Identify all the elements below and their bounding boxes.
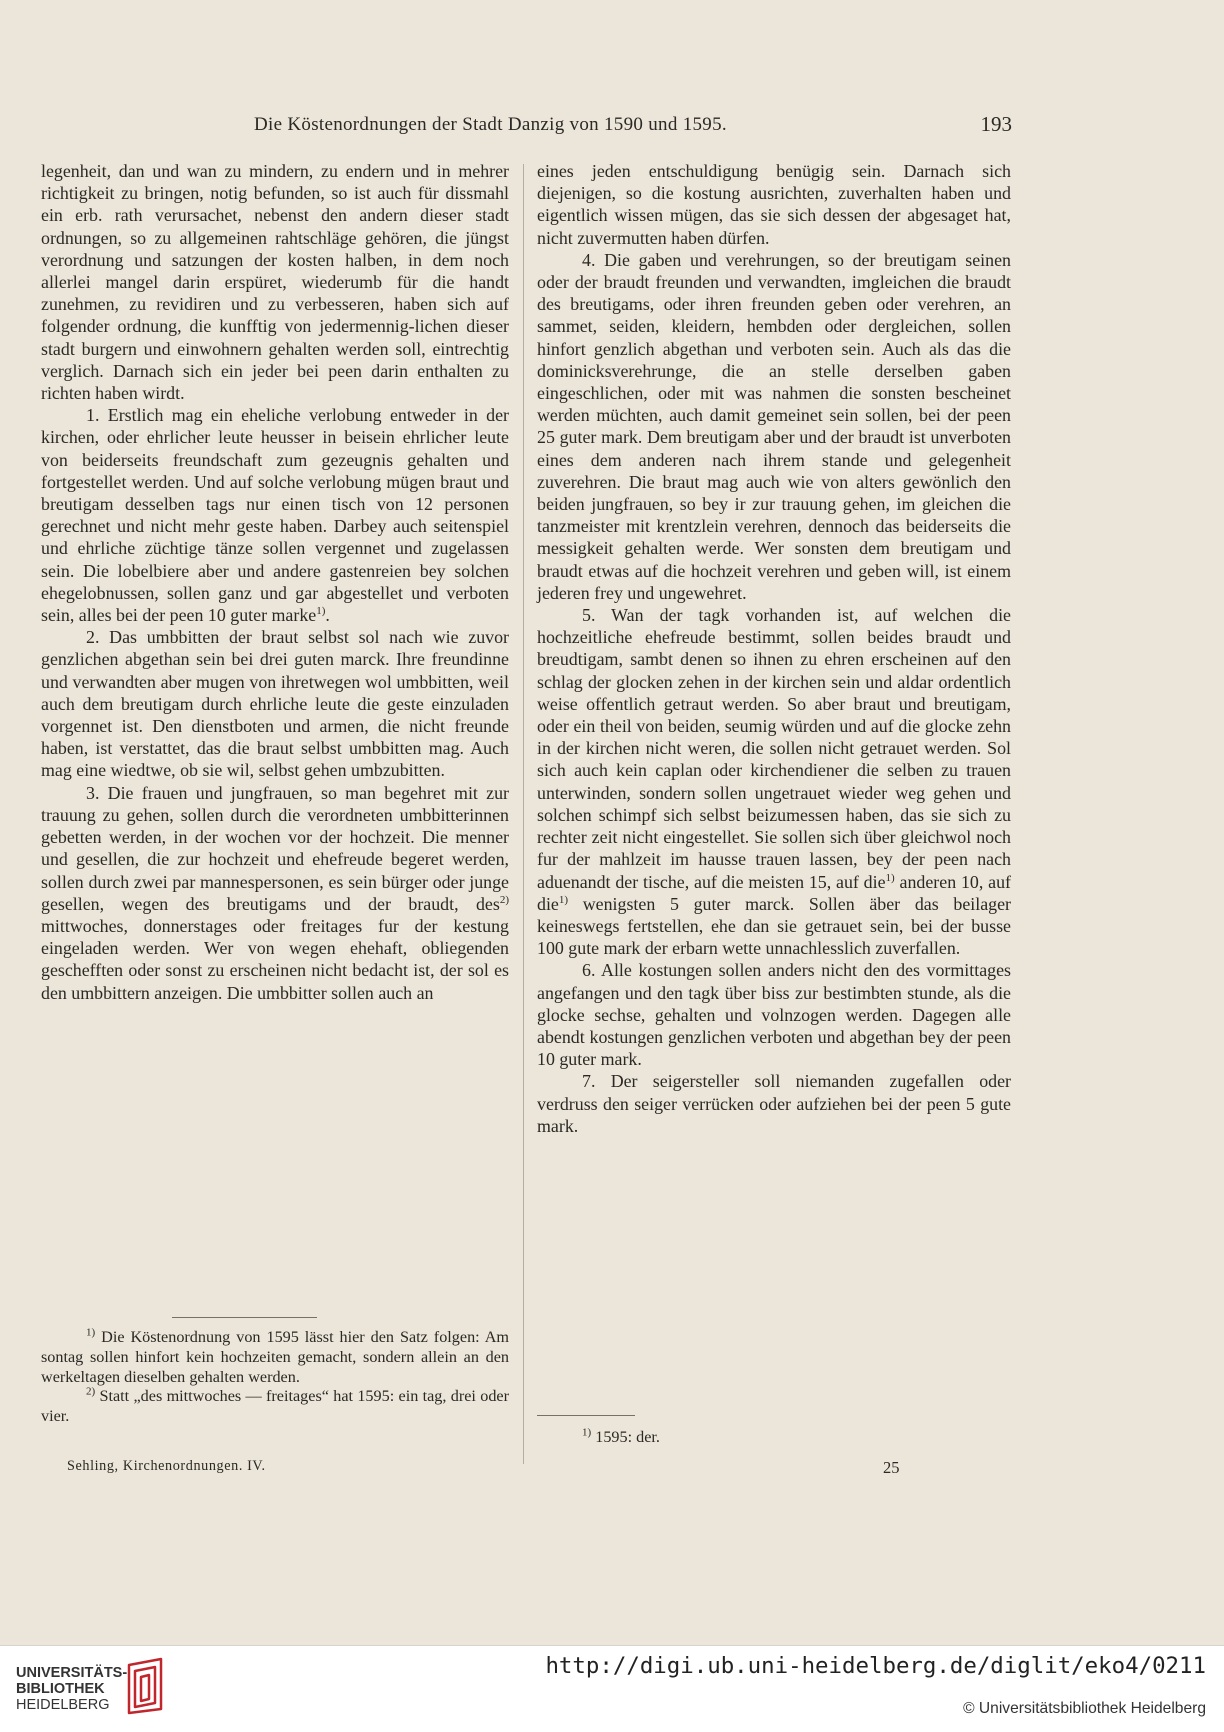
paragraph-continued: eines jeden entschuldigung benügig sein. Darnach sich diejenigen, so die kostung ausrichten, zuverhalten haben und eigentlich wissen mügen, das sie sich dessen der abgesaget hat, nicht zuvermutten haben dürfen. xyxy=(537,161,1011,248)
page-number: 193 xyxy=(980,112,1012,136)
paragraph-6: 6. Alle kostungen sollen anders nicht den des vormittages angefangen und den tagk über biss zur bestimbten stunde, als die glocke sechse, gehalten und volnzogen werden. Dagegen alle abendt kostungen genzlichen verboten und abgethan bey der peen 10 guter mark. xyxy=(537,960,1011,1070)
footnote-right-1: $^{1)}$ 1595: der. xyxy=(582,1426,660,1446)
footnote-right-1-text: 1595: der. xyxy=(595,1428,660,1446)
footnotes-right xyxy=(537,1428,1011,1448)
footnote-marker: 1) xyxy=(885,871,895,884)
paragraph-3-text-a: 3. Die frauen und jungfrauen, so man begehret mit zur trauung zu gehen, sollen durch die verordneten umbbitterinnen gebetten werden, in der wochen vor der hochzeit. Die menner und gesellen, die zur hochzeit und ehefreude begeret werden, sollen durch zwei par mannespersonen, es sein bürger oder junge gesellen, wegen des breutigams und der braudt, des xyxy=(41,782,509,914)
library-logo-text[interactable] xyxy=(16,1665,127,1713)
left-column xyxy=(41,160,509,1004)
running-head xyxy=(60,114,1012,144)
paragraph-4: 4. Die gaben und verehrungen, so der breutigam seinen oder der braudt freunden und verwandten, imgleichen die braudt des breutigams, oder ihren freunden geben oder verehren, an sammet, seiden, kleidern, hembden oder dergleichen, sollen hinfort genzlich abgethan und verboten sein. Auch als das die dominicksverehrunge, die an stelle derselben gaben eingeschlichen, oder mit was nahmen die sonsten bescheinet werden müchten, auch damit gemeinet sein sollen, bei der peen 25 guter mark. Dem breutigam aber und der braudt ist unverboten eines dem anderen nach ihrem stande und gelegenheit zuverehren. Die braut mag auch wie von alters gewönlich den beiden jungfrauen, so bey ir zur trauung gehen, im gleichen die tanzmeister mit krentzlein verehren, dennoch das beiderseits die messigkeit gehalten werde. Wer sonsten dem breutigam und braudt etwas auf die hochzeit verehren und geben will, ist einem jederen frey und ungewehret. xyxy=(537,249,1011,603)
paragraph-5-text-b: anderen 10, auf die xyxy=(537,871,1011,914)
sheet-number: 25 xyxy=(883,1458,900,1477)
footnote-rule xyxy=(537,1415,635,1416)
signature-line: Sehling, Kirchenordnungen. IV. xyxy=(67,1458,266,1474)
footnotes-left xyxy=(41,1328,509,1427)
paragraph-intro: legenheit, dan und wan zu mindern, zu endern und in mehrer richtigkeit zu bringen, notig befunden, so ist auch für dissmahl ein erb. rath verursachet, nebenst den andern dieser stadt ordnungen, so zu allgemeinen rahtschläge gehören, die jüngst verordnung und satzungen der kosten halben, in dem noch allerlei mangel darin erspüret, wiederumb für die handt zunehmen, zu revidiren und zu verbesseren, haben sich auf folgender ordnung, die kunfftig von jedermennig-lichen dieser stadt burgern und einwohnern gehalten werden soll, eintrechtig verglich. Darnach sich ein jeder bei peen darin enthalten zu richten haben wirdt. xyxy=(41,161,509,404)
paragraph-3 xyxy=(41,782,509,1004)
paragraph-2: 2. Das umbbitten der braut selbst sol nach wie zuvor genzlichen abgethan sein bei drei guten marck. Ihre freundinne und verwandten aber mugen von ihretwegen wol umbbitten, weil auch dem breutigam durch ehrliche leute die geste einzuladen vorgennet ist. Den dienstboten und armen, die nicht freunde haben, ist verstattet, das die braut selbst umbbitten mag. Auch mag eine wiedtwe, ob sie wil, selbst gehen umbzubitten. xyxy=(41,627,509,781)
paragraph-1: 1. Erstlich mag ein eheliche verlobung entweder in der kirchen, oder ehrlicher leute heusser in beisein ehrlicher leute von beiderseits freundschaft zum gezeugnis gehalten und fortgestellet werden. Und auf solche verlobung mügen braut und breutigam desselben tags nur einen tisch von 12 personen gerechnet und nicht mehr geste haben. Darbey auch seitenspiel und ehrliche züchtige tänze sollen vergennet und zugelassen sein. Die lobelbiere aber und andere gastenreien bey solchen ehegelobnussen, sollen ganz und gar abgestellet und verboten sein, alles bei der peen 10 guter marke$^{1)}$. xyxy=(41,405,509,626)
library-logo-icon[interactable] xyxy=(121,1655,171,1715)
permalink-url[interactable]: http://digi.ub.uni-heidelberg.de/diglit/eko4/0211 xyxy=(545,1653,1206,1679)
paragraph-5-text-c: wenigsten 5 guter marck. Sollen äber das beilager keineswegs fertstellen, ehe dan sie getrauet sein, bei der busse 100 gute mark der erbarn wette unnachlesslich zuverfallen. xyxy=(537,893,1011,959)
paragraph-3-text-b: mittwoches, donnerstages oder freitages fur der kestung eingeladen werden. Wer von wegen ehehaft, obliegenden geschefften oder sonst zu erscheinen nicht bedacht ist, der sol es den umbbittern anzeigen. Die umbbitter sollen auch an xyxy=(41,915,509,1003)
column-divider xyxy=(523,164,524,1464)
paragraph-7: 7. Der seigersteller soll niemanden zugefallen oder verdruss den seiger verrücken oder aufziehen bei der peen 5 gute mark. xyxy=(537,1071,1011,1136)
paragraph-1-text: 1. Erstlich mag ein eheliche verlobung entweder in der kirchen, oder ehrlicher leute heusser in beisein ehrlicher leute von beiderseits freundschaft zum gezeugnis gehalten und fortgestellet werden. Und auf solche verlobung mügen braut und breutigam desselben tags nur einen tisch von 12 personen gerechnet und nicht mehr geste haben. Darbey auch seitenspiel und ehrliche züchtige tänze sollen vergennet und zugelassen sein. Die lobelbiere aber und andere gastenreien bey solchen ehegelobnussen, sollen ganz und gar abgestellet und verboten sein, alles bei der peen 10 guter marke xyxy=(41,405,509,626)
running-title: Die Köstenordnungen der Stadt Danzig von 1590 und 1595. xyxy=(254,114,727,135)
footnote-2-text: Statt „des mittwoches — freitages“ hat 1595: ein tag, drei oder vier. xyxy=(41,1387,509,1426)
paragraph-5-text-a: 5. Wan der tagk vorhanden ist, auf welchen die hochzeitliche ehefreude bestimmt, sollen beides braudt und breudtigam, sambt denen so ihnen zu ehren erscheinen auf den schlag der glocken zehen in der kirchen sein und aldar ordentlich weise offentlich getraut werden. So aber braut und breutigam, oder ein theil von beiden, seumig würden und auf die glocke zehn in der kirchen nicht weren, die sollen nicht getrauet werden. Sol sich auch kein caplan oder kirchendiener die selben zu trauen unterwinden, sondern sollen ungetrauet wieder weg gehen und solchen schimpf sich selbst beizumessen haben, das sie sich zu rechter zeit nicht eingestellet. Sie sollen sich über gleichwol noch fur der mahlzeit im hausse trauen lassen, bey der peen nach aduenandt der tische, auf die meisten 15, auf die xyxy=(537,605,1011,892)
paragraph-5 xyxy=(537,604,1011,959)
copyright-notice: © Universitätsbibliothek Heidelberg xyxy=(963,1700,1206,1717)
library-line-3: HEIDELBERG xyxy=(16,1697,110,1713)
footnote-marker: 1) xyxy=(316,605,326,618)
footnote-2: $^{2)}$ Statt „des mittwoches — freitages“ hat 1595: ein tag, drei oder vier. xyxy=(41,1386,509,1426)
library-line-2: BIBLIOTHEK xyxy=(16,1681,105,1697)
footnote-1: $^{1)}$ Die Köstenordnung von 1595 lässt hier den Satz folgen: Am sontag sollen hinfort kein hochzeiten gemacht, sondern allein an den werkeltagen dieselben gehalten werden. xyxy=(41,1326,509,1386)
right-column xyxy=(537,160,1011,1137)
library-line-1: UNIVERSITÄTS- xyxy=(16,1665,128,1681)
footnote-1-text: Die Köstenordnung von 1595 lässt hier den Satz folgen: Am sontag sollen hinfort kein hochzeiten gemacht, sondern allein an den werkeltagen dieselben gehalten werden. xyxy=(41,1328,509,1386)
footnote-marker: 2) xyxy=(499,893,509,906)
footnote-marker: 1) xyxy=(558,893,569,906)
footnote-rule xyxy=(172,1317,317,1318)
